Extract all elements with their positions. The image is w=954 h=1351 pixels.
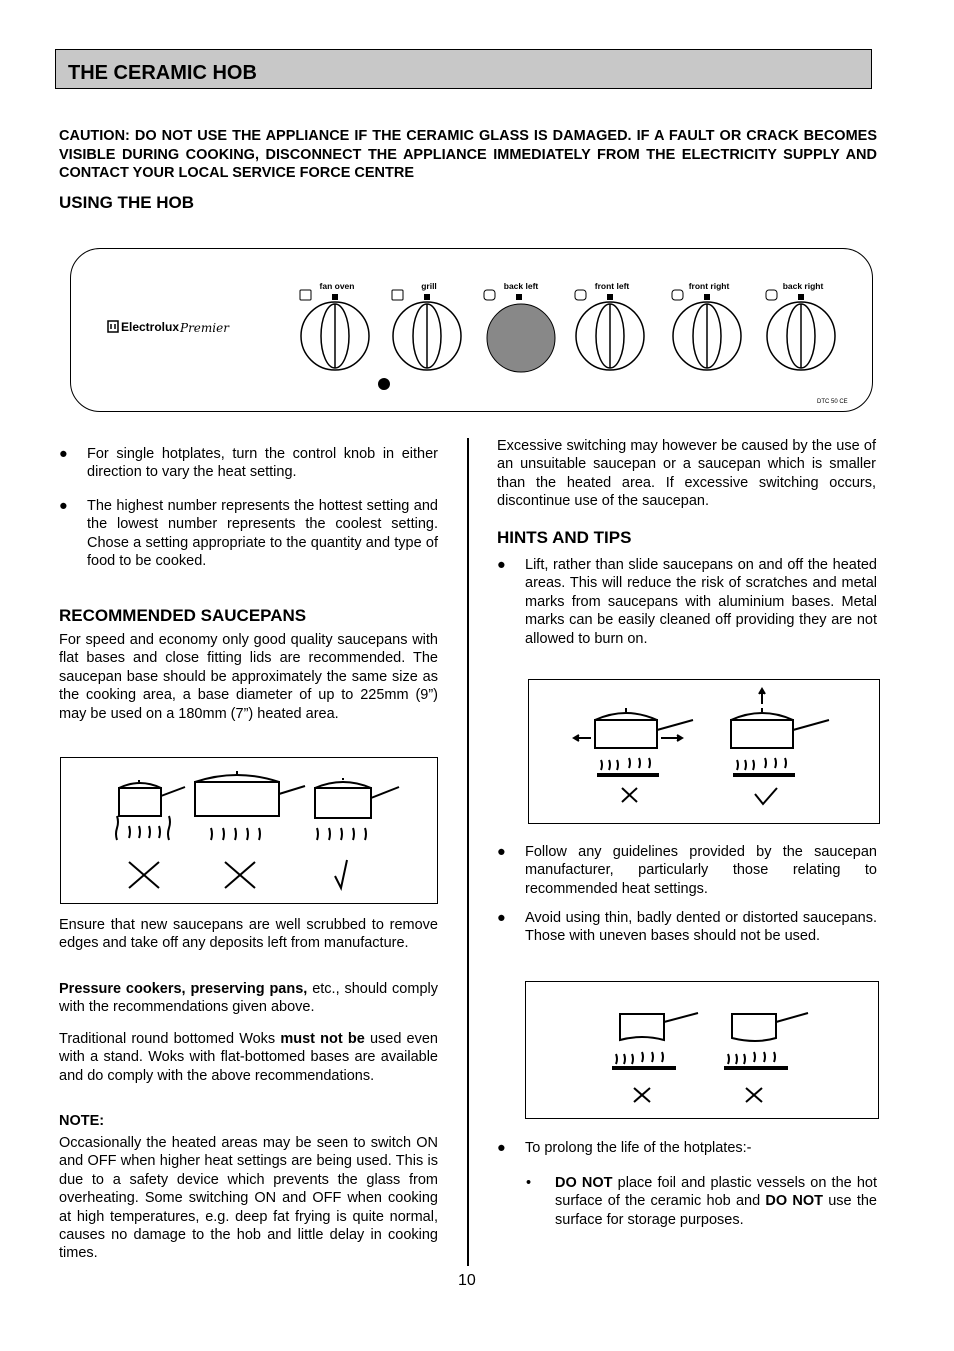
knob-indicator bbox=[424, 294, 430, 300]
knob-label: back left bbox=[503, 281, 539, 291]
bullet-text: Follow any guidelines provided by the saucepan manufacturer, particularly those relating to recommended heat settings. bbox=[525, 844, 877, 897]
lift-not-slide-svg bbox=[529, 680, 881, 825]
knob-label: front left bbox=[594, 281, 630, 291]
bullet-text: For single hotplates, turn the control knob in either direction to vary the heat setting. bbox=[87, 446, 438, 481]
note-heading: NOTE: bbox=[59, 1113, 105, 1129]
wok-bold: must not be bbox=[280, 1031, 365, 1047]
brand-logo-icon bbox=[108, 321, 118, 332]
bullet-text: To prolong the life of the hotplates:- bbox=[525, 1140, 752, 1156]
pressure-bold: Pressure cookers, preserving pans, bbox=[59, 981, 308, 997]
knob-symbol-icon bbox=[766, 290, 777, 300]
section-title-bar bbox=[55, 49, 872, 89]
saucepans-intro: For speed and economy only good quality saucepans with flat bases and close fitting lids are recommended. The saucepan base should be approximately the same size as the cooking area, a base diameter of up to 225mm (9”) may be used on a 180mm (7”) heated area. bbox=[59, 632, 438, 722]
brand-script: Premier bbox=[180, 321, 229, 335]
using-hob-heading: USING THE HOB bbox=[59, 193, 195, 212]
saucepan-size-svg bbox=[61, 758, 439, 905]
sub-bullet-text bbox=[555, 1174, 877, 1229]
do-not-bold-2: DO NOT bbox=[765, 1193, 823, 1210]
knob-indicator bbox=[798, 294, 804, 300]
knob-symbol-icon bbox=[392, 290, 403, 300]
control-panel-svg bbox=[70, 248, 873, 412]
knob-label: fan oven bbox=[319, 281, 355, 291]
pressure-rest: etc., should comply with the recommendations given above. bbox=[59, 981, 438, 1016]
do-not-bold-1: DO NOT bbox=[555, 1175, 613, 1191]
knob-label: grill bbox=[421, 281, 437, 291]
note-text: Occasionally the heated areas may be seen to switch ON and OFF when higher heat settings are being used. This is due to a safety device which prevents the glass from overheating. Some switching ON and OFF when cooking at high temperatures, e.g. deep fat frying is quite normal, causes no damage to the hob and little delay in cooking times. bbox=[59, 1135, 438, 1262]
wok-text bbox=[59, 1030, 438, 1085]
knob-indicator bbox=[704, 294, 710, 300]
bullet-text: The highest number represents the hottest setting and the lowest number represents the coolest setting. Chose a setting appropriate to the quantity and type of food to be cooked. bbox=[87, 498, 438, 570]
page-number: 10 bbox=[458, 1272, 476, 1289]
excessive-switching-text: Excessive switching may however be caused by the use of an unsuitable saucepan or a saucepan which is smaller than the heated area. If excessive switching occurs, discontinue use of the saucepan. bbox=[497, 438, 876, 510]
knob-indicator bbox=[516, 294, 522, 300]
column-divider bbox=[467, 438, 469, 1266]
knob-indicator bbox=[332, 294, 338, 300]
sub-b-text: use the surface for storage purposes. bbox=[555, 1193, 877, 1228]
knob-label: front right bbox=[688, 281, 730, 291]
pressure-cookers-text bbox=[59, 980, 438, 1017]
knob-label: back right bbox=[782, 281, 824, 291]
saucepans-heading: RECOMMENDED SAUCEPANS bbox=[59, 606, 307, 625]
knob-symbol-icon bbox=[300, 290, 311, 300]
bullet-text: Lift, rather than slide saucepans on and off the heated areas. This will reduce the risk of scratches and metal marks from saucepans with aluminium bases. Metal marks can be easily cleaned off providing they are not allowed to burn on. bbox=[525, 557, 877, 647]
knob-symbol-icon bbox=[575, 290, 586, 300]
saucepan-size-figure bbox=[60, 757, 438, 904]
knob-symbol-icon bbox=[672, 290, 683, 300]
scrub-text: Ensure that new saucepans are well scrubbed to remove edges and take off any deposits left from manufacture. bbox=[59, 917, 438, 952]
distorted-pans-svg bbox=[526, 982, 880, 1120]
sub-a-text: place foil and plastic vessels on the hot surface of the ceramic hob and bbox=[555, 1175, 878, 1210]
page-title: THE CERAMIC HOB bbox=[68, 62, 257, 84]
bullet-text: Avoid using thin, badly dented or distorted saucepans. Those with uneven bases should not be used. bbox=[525, 910, 877, 945]
brand-name: Electrolux bbox=[121, 320, 180, 334]
wok-b: used even with a stand. Woks with flat-bottomed bases are available and do comply with the above recommendations. bbox=[59, 1031, 438, 1084]
knob-indicator bbox=[607, 294, 613, 300]
control-panel-illustration bbox=[70, 248, 873, 412]
distorted-pans-figure bbox=[525, 981, 879, 1119]
caution-text: CAUTION: DO NOT USE THE APPLIANCE IF THE CERAMIC GLASS IS DAMAGED. IF A FAULT OR CRACK BECOMES VISIBLE DURING COOKING, DISCONNECT THE APPLIANCE IMMEDIATELY FROM THE ELECTRICITY SUPPLY AND CONTACT YOUR LOCAL SERVICE FORCE CENTRE bbox=[59, 128, 877, 181]
oven-indicator-light bbox=[378, 378, 390, 390]
knob-symbol-icon bbox=[484, 290, 495, 300]
wok-a: Traditional round bottomed Woks bbox=[59, 1031, 281, 1047]
hotplate-knob-solid bbox=[487, 304, 555, 372]
hints-heading: HINTS AND TIPS bbox=[497, 528, 632, 547]
lift-not-slide-figure bbox=[528, 679, 880, 824]
model-number: DTC 50 CE bbox=[817, 399, 848, 405]
